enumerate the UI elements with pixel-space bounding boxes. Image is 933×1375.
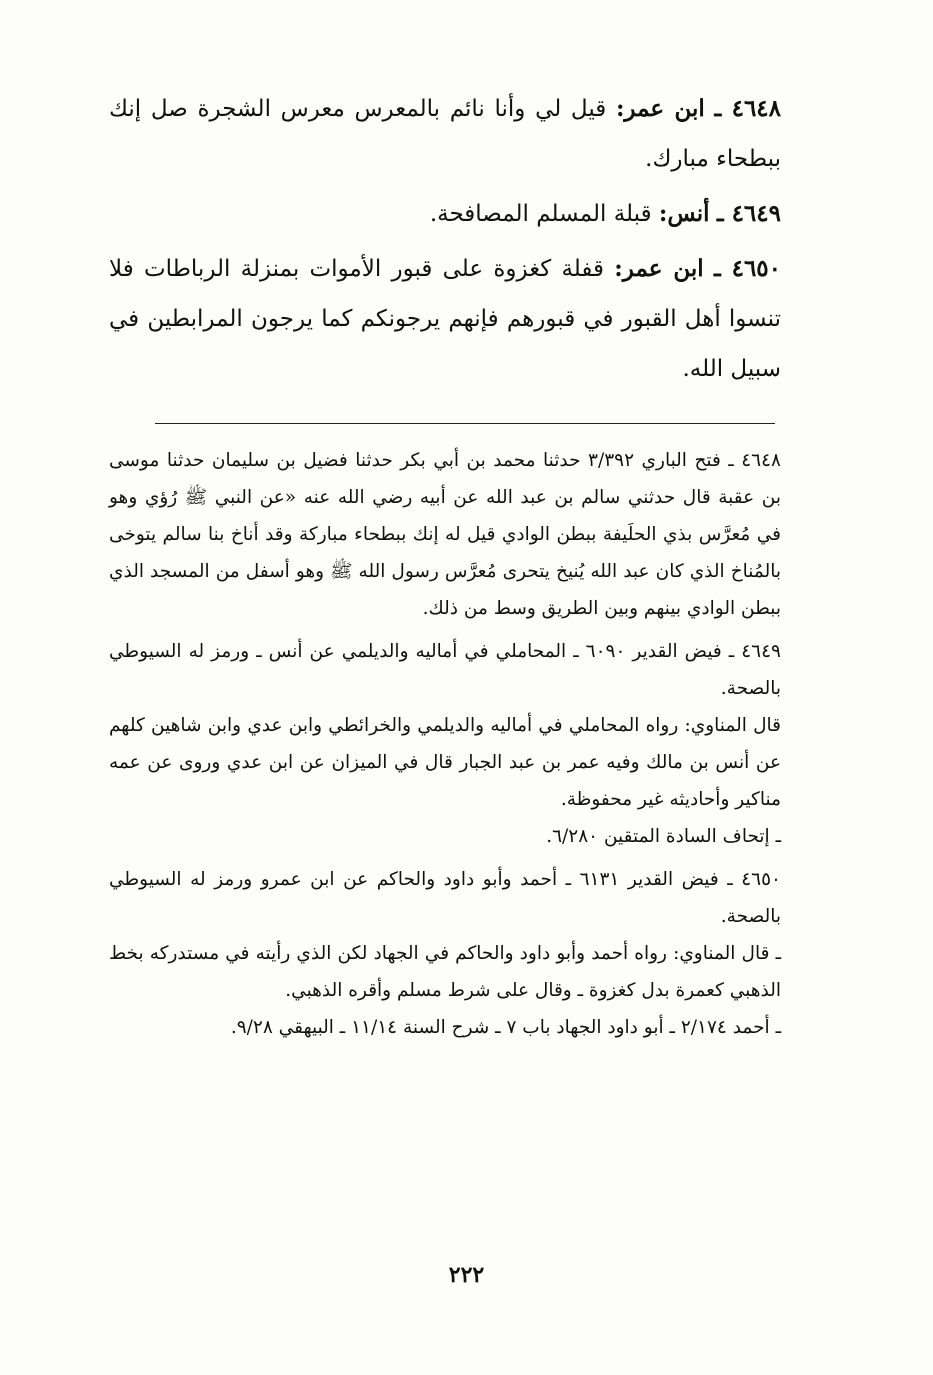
hadith-number: ٤٦٤٨ ـ (714, 95, 782, 122)
main-text (109, 84, 781, 399)
hadith-entry-4650 (109, 244, 781, 394)
hadith-text: قبلة المسلم المصافحة. (429, 201, 652, 227)
hadith-entry-4649 (109, 189, 781, 239)
hadith-text: قفلة كغزوة على قبور الأموات بمنزلة الرباطات فلا تنسوا أهل القبور في قبورهم فإنهم يرجونكم كما يرجون المرابطين في سبيل الله. (109, 256, 781, 382)
hadith-number: ٤٦٥٠ ـ (713, 255, 782, 282)
footnote-4649-commentary: قال المناوي: رواه المحاملي في أماليه والديلمي والخرائطي وابن عدي وابن شاهين كلهم عن أنس بن مالك وفيه عمر بن عبد الجبار قال في الميزان عن ابن عدي وروى عن عمه مناكير وأحاديثه غير محفوظة. (109, 715, 781, 810)
footnote-separator (155, 423, 775, 424)
hadith-text: قيل لي وأنا نائم بالمعرس معرس الشجرة صل إنك ببطحاء مبارك. (109, 96, 781, 172)
footnote-4650-commentary: ـ قال المناوي: رواه أحمد وأبو داود والحاكم في الجهاد لكن الذي رأيته في مستدركه بخط الذهبي كعمرة بدل كغزوة ـ وقال على شرط مسلم وأقره الذهبي. (109, 943, 781, 1001)
footnote-4648: ٤٦٤٨ ـ فتح الباري ٣/٣٩٢ حدثنا محمد بن أبي بكر حدثنا فضيل بن سليمان حدثنا موسى بن عقبة قال حدثني سالم بن عبد الله عن أبيه رضي الله عنه «عن النبي ﷺ رُؤي وهو في مُعرَّس بذي الحلَيفة ببطن الوادي قيل له إنك ببطحاء مباركة وقد أناخ بنا سالم يتوخى بالمُناخ الذي كان عبد الله يُنيخ يتحرى مُعرَّس رسول الله ﷺ وهو أسفل من المسجد الذي ببطن الوادي بينهم وبين الطريق وسط من ذلك. (109, 450, 781, 619)
footnote-4650-references: ـ أحمد ٢/١٧٤ ـ أبو داود الجهاد باب ٧ ـ شرح السنة ١١/١٤ ـ البيهقي ٩/٢٨. (230, 1017, 781, 1038)
hadith-entry-4648 (109, 84, 781, 184)
footnote-4650: ٤٦٥٠ ـ فيض القدير ٦١٣١ ـ أحمد وأبو داود والحاكم عن ابن عمرو ورمز له السيوطي بالصحة. (109, 869, 781, 927)
hadith-number: ٤٦٤٩ ـ (716, 200, 781, 227)
hadith-narrator: ابن عمر: (614, 255, 704, 282)
hadith-narrator: أنس: (658, 200, 710, 227)
footnotes (109, 442, 781, 1046)
hadith-narrator: ابن عمر: (615, 95, 705, 122)
footnote-4649: ٤٦٤٩ ـ فيض القدير ٦٠٩٠ ـ المحاملي في أماليه والديلمي عن أنس ـ ورمز له السيوطي بالصحة. (109, 641, 781, 699)
footnote-4649-reference: ـ إتحاف السادة المتقين ٦/٢٨٠. (546, 826, 781, 847)
page-number: ٢٢٢ (448, 1262, 485, 1288)
